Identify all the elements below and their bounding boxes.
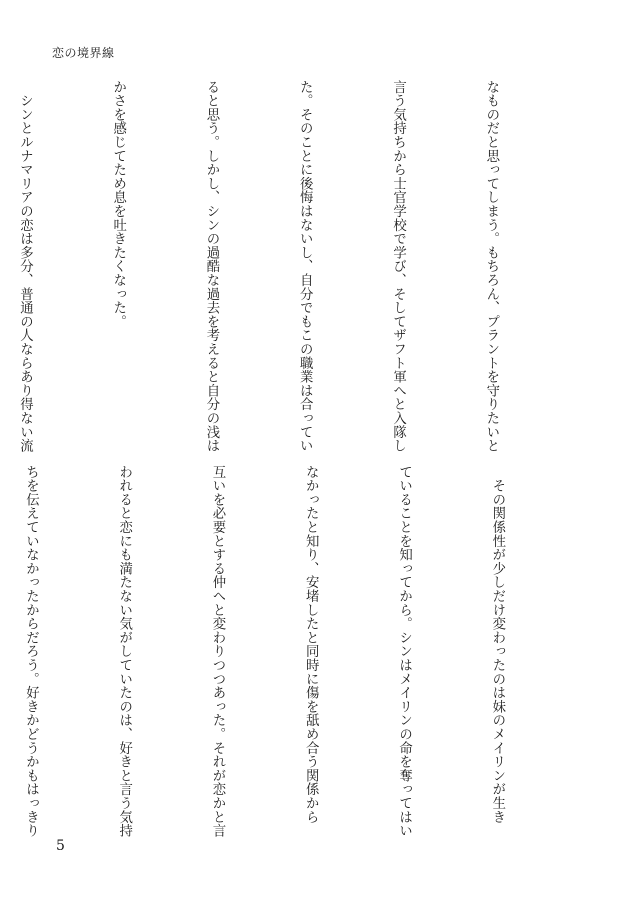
text-line: われると恋にも満たない気がしていたのは、好きと言う気持 — [116, 465, 132, 838]
lower-text-block — [0, 465, 575, 838]
text-line: シンとルナマリアの恋は多分、普通の人ならあり得ない流 — [17, 80, 33, 453]
running-title: 恋の境界線 — [52, 46, 115, 60]
text-line: ていることを知ってから。シンはメイリンの命を奪ってはい — [396, 465, 412, 838]
text-line: 言う気持ちから士官学校で学び、そしてザフト軍へと入隊し — [390, 80, 406, 453]
text-line: なかったと知り、安堵したと同時に傷を舐め合う関係から — [303, 465, 319, 824]
page-number: 5 — [56, 838, 65, 854]
text-line: ちを伝えていなかったからだろう。好きかどうかもはっきり — [23, 465, 39, 838]
text-line: なものだと思ってしまう。もちろん、プラントを守りたいと — [483, 80, 499, 453]
text-line: た。そのことに後悔はないし、自分でもこの職業は合ってい — [297, 80, 313, 453]
upper-text-block — [0, 80, 569, 453]
text-line: かさを感じてため息を吐きたくなった。 — [110, 80, 126, 329]
text-line: その関係性が少しだけ変わったのは妹のメイリンが生き — [489, 465, 505, 824]
text-line: ると思う。しかし、シンの過酷な過去を考えると自分の浅は — [203, 80, 219, 453]
text-line: 互いを必要とする仲へと変わりつつあった。それが恋かと言 — [209, 465, 225, 838]
